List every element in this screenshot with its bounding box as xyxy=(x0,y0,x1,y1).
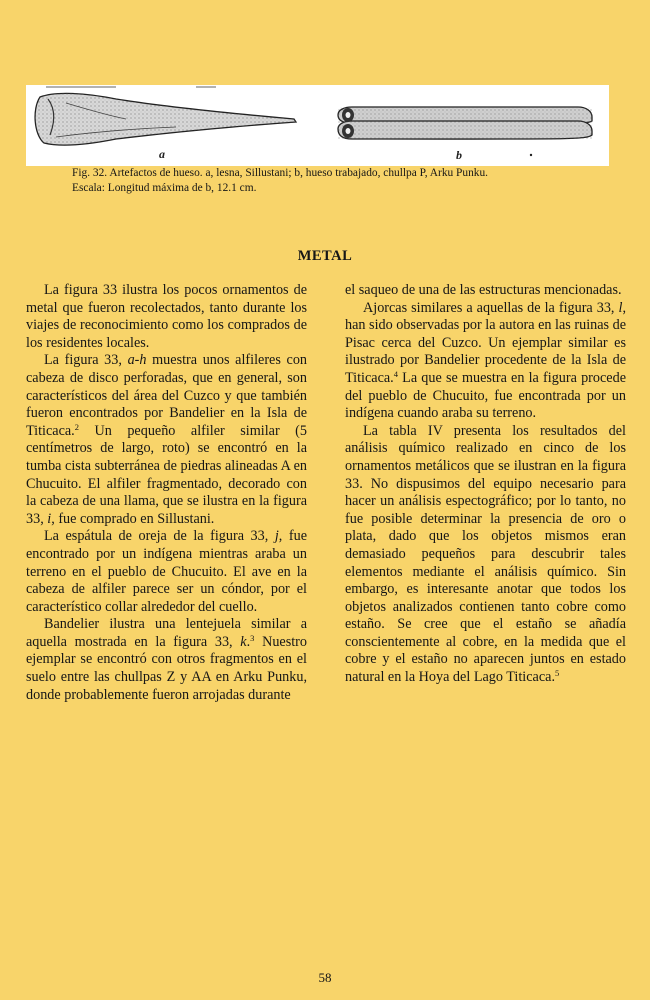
italic-reference: j xyxy=(274,528,279,545)
paragraph xyxy=(26,282,307,352)
text-run: , fue encontrado por un indígena mientras araba un terreno en el pueblo de Chucuito. El ave en la cabeza de alfiler parece ser un cóndor, por el característico collar alrededor del cuello. xyxy=(26,528,307,615)
text-run: La tabla IV presenta los resultados del análisis químico realizado en cinco de los ornamentos metálicos que se ilustran en la figura 33. No dispusimos del equipo necesario para hacer un análisis espectográfico; por lo tanto, no fue posible determinar la presencia de oro o plata, dado que los objetos mismos eran demasiado pequeños para descubrir tales elementos mediante el análisis químico. Sin embargo, es interesante anotar que todos los objetos analizados contienen tanto cobre como estaño. Se cree que el estaño se añadía conscientemente al cobre, en la medida que el cobre y el estaño no aparecen juntos en estado natural en la Hoya del Lago Titicaca. xyxy=(345,422,626,686)
text-run: , fue comprado en Sillustani. xyxy=(51,510,215,527)
text-run: , han sido observadas por la autora en las ruinas de Pisac cerca del Cuzco. Un ejemplar similar es ilustrado por Bandelier procedente de la Isla de Titicaca. xyxy=(345,299,626,386)
figure-label-a: a xyxy=(159,147,165,161)
right-text-column xyxy=(345,282,626,687)
text-run: Un pequeño alfiler similar (5 centímetros de largo, roto) se encontró en la tumba cista subterránea de piedras alineadas A en Chucuito. El alfiler fragmentado, decorado con la cabeza de una llama, que se ilustra en la figura 33, xyxy=(26,422,307,527)
text-run: Bandelier ilustra una lentejuela similar a aquella mostrada en la figura 33, xyxy=(26,616,307,650)
worked-bone-artifact xyxy=(338,107,592,156)
text-run: La figura 33, xyxy=(44,352,128,369)
italic-reference: k xyxy=(240,633,247,650)
text-run: muestra unos alfileres con cabeza de disco perforadas, que en general, son característicos del área del Cuzco y que también fueron encontrados por Bandelier en la Isla de Titicaca. xyxy=(26,352,308,439)
section-title: METAL xyxy=(297,248,353,264)
paragraph xyxy=(26,616,307,704)
page-number: 58 xyxy=(318,970,332,985)
paragraph xyxy=(345,300,626,423)
text-run: La que se muestra en la figura procede del pueblo de Chucuito, fue encontrada por un indígena cuando araba su terreno. xyxy=(345,369,626,422)
text-run: Ajorcas similares a aquellas de la figura 33, xyxy=(363,299,619,316)
paragraph xyxy=(26,528,307,616)
paragraph xyxy=(26,352,307,528)
awl-artifact xyxy=(35,87,296,145)
left-text-column xyxy=(26,282,307,704)
footnote-ref: 4 xyxy=(393,368,398,379)
bone-artifacts-illustration xyxy=(26,85,609,166)
text-run: La espátula de oreja de la figura 33, xyxy=(44,528,275,545)
footnote-ref: 2 xyxy=(74,421,79,432)
footnote-ref: 5 xyxy=(555,668,560,679)
text-run: Nuestro ejemplar se encontró con otros fragmentos en el suelo entre las chullpas Z y AA en Arku Punku, donde probablemente fueron arrojadas durante xyxy=(26,633,307,703)
footnote-ref: 3 xyxy=(250,632,255,643)
figure-caption xyxy=(72,166,592,196)
text-run: el saqueo de una de las estructuras mencionadas. xyxy=(345,282,622,298)
bone-artifacts-figure xyxy=(26,85,609,166)
text-run: . xyxy=(246,633,251,650)
figure-label-b: b xyxy=(456,148,462,162)
italic-reference: l xyxy=(618,299,623,316)
italic-reference: a-h xyxy=(127,352,147,369)
paragraph xyxy=(345,282,626,300)
text-run: La figura 33 ilustra los pocos ornamentos de metal que fueron recolectados, tanto durante los viajes de reconocimiento como los comprados de los residentes locales. xyxy=(26,282,307,351)
caption-line-2: Escala: Longitud máxima de b, 12.1 cm. xyxy=(72,182,257,194)
paragraph xyxy=(345,423,626,687)
italic-reference: i xyxy=(47,510,52,527)
caption-line-1: Fig. 32. Artefactos de hueso. a, lesna, Sillustani; b, hueso trabajado, chullpa P, Arku Punku. xyxy=(72,167,489,179)
